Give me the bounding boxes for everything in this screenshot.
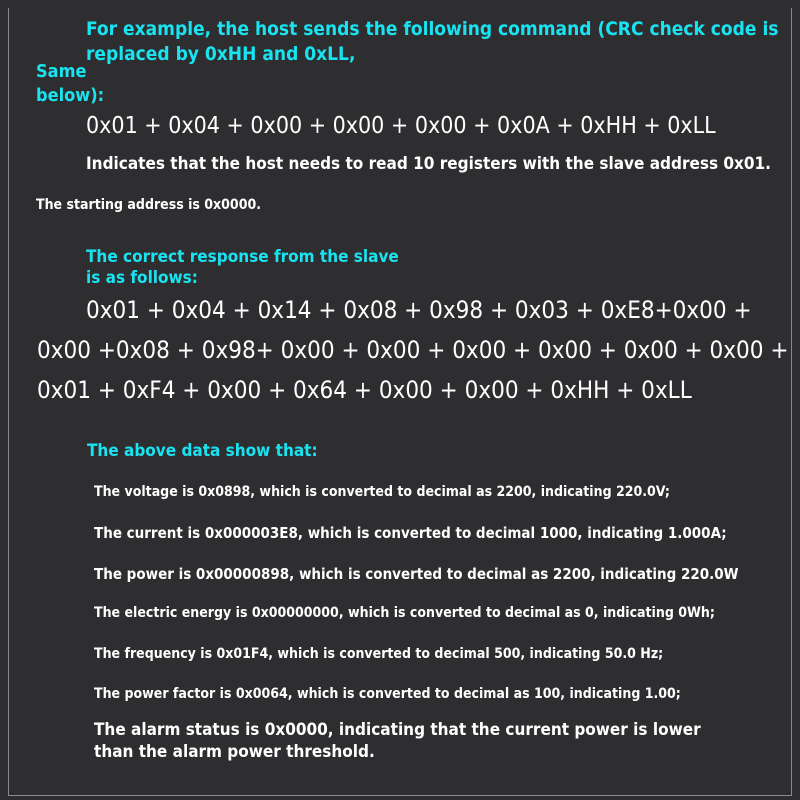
starting-address-text: The starting address is 0x0000. [36, 197, 262, 213]
intro-line-2: replaced by 0xHH and 0xLL, [86, 43, 356, 65]
intro-line-1: For example, the host sends the following command (CRC check code is [86, 18, 779, 40]
intro-line-4: below): [36, 85, 105, 106]
intro-line-3: Same [36, 61, 87, 82]
energy-text: The electric energy is 0x00000000, which is converted to decimal as 0, indicating 0Wh; [94, 605, 715, 621]
indicates-text: Indicates that the host needs to read 10 registers with the slave address 0x01. [86, 154, 771, 174]
response-line-1: 0x01 + 0x04 + 0x14 + 0x08 + 0x98 + 0x03 + 0xE8+0x00 + [86, 296, 752, 324]
response-heading-line-2: is as follows: [86, 268, 198, 288]
frequency-text: The frequency is 0x01F4, which is converted to decimal 500, indicating 50.0 Hz; [94, 646, 664, 662]
response-heading-line-1: The correct response from the slave [86, 247, 399, 267]
host-command: 0x01 + 0x04 + 0x00 + 0x00 + 0x00 + 0x0A + 0xHH + 0xLL [86, 113, 716, 139]
alarm-line-2: than the alarm power threshold. [94, 742, 375, 762]
response-line-3: 0x01 + 0xF4 + 0x00 + 0x64 + 0x00 + 0x00 + 0xHH + 0xLL [37, 376, 692, 404]
power-text: The power is 0x00000898, which is converted to decimal as 2200, indicating 220.0W [94, 565, 739, 583]
alarm-line-1: The alarm status is 0x0000, indicating that the current power is lower [94, 720, 701, 740]
current-text: The current is 0x000003E8, which is converted to decimal 1000, indicating 1.000A; [94, 524, 727, 542]
voltage-text: The voltage is 0x0898, which is converted to decimal as 2200, indicating 220.0V; [94, 484, 670, 500]
data-heading: The above data show that: [87, 441, 318, 461]
response-line-2: 0x00 +0x08 + 0x98+ 0x00 + 0x00 + 0x00 + 0x00 + 0x00 + 0x00 + [37, 336, 789, 364]
power-factor-text: The power factor is 0x0064, which is converted to decimal as 100, indicating 1.00; [94, 686, 681, 702]
